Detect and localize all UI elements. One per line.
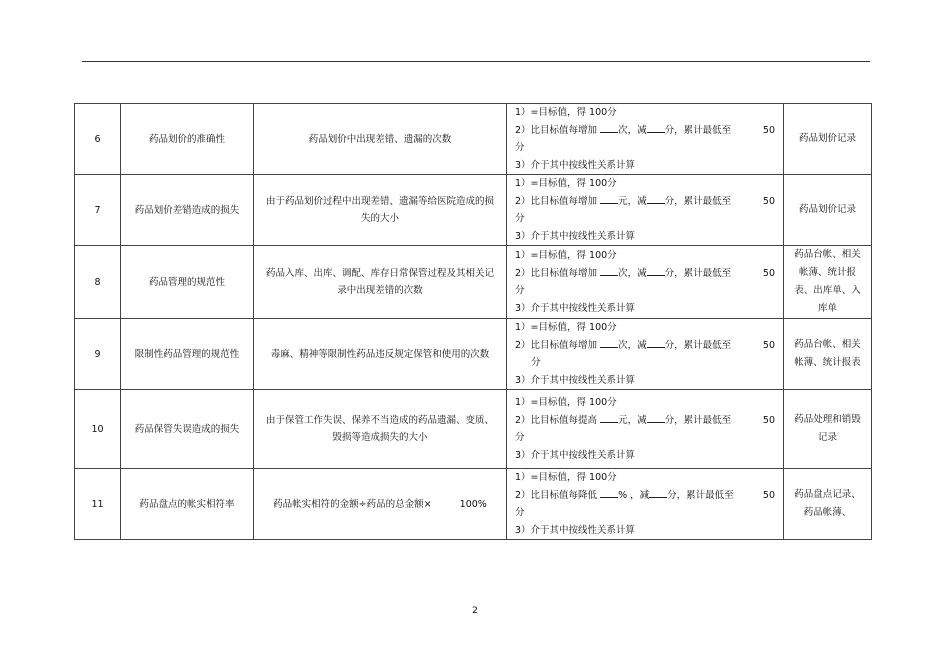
table-row: [75, 390, 872, 469]
scoring-rule: [507, 175, 784, 246]
rule-line-1: 1）=目标值，得 100分: [515, 322, 617, 333]
table-row: [75, 104, 872, 175]
data-source: 药品处理和销毁记录: [784, 390, 872, 469]
rule-line-3: 3）介于其中按线性关系计算: [515, 449, 636, 461]
row-number: 7: [75, 175, 121, 246]
fill-blank: [647, 193, 665, 204]
table-row: [75, 175, 872, 246]
rule-line-1: 1）=目标值，得 100分: [515, 250, 617, 261]
fill-blank: [600, 337, 618, 348]
fill-blank: [647, 265, 665, 276]
scoring-rule: [507, 246, 784, 319]
kpi-table: [74, 103, 872, 540]
row-number: 6: [75, 104, 121, 175]
row-number: 11: [75, 469, 121, 540]
scoring-rule: [507, 390, 784, 469]
fill-blank: [600, 265, 618, 276]
fill-blank: [649, 487, 667, 498]
rule-line-3: 3）介于其中按线性关系计算: [515, 302, 636, 314]
percent-factor: 100%: [459, 498, 487, 510]
rule-line-2: 2）比目标值每增加 次，减 分，累计最低至 50: [515, 265, 775, 283]
rule-line-1: 1）=目标值，得 100分: [515, 397, 617, 408]
fill-blank: [600, 193, 618, 204]
table-row: [75, 246, 872, 319]
rule-line-2-unit: 分: [515, 213, 525, 224]
rule-line-1: 1）=目标值，得 100分: [515, 472, 617, 483]
row-number: 10: [75, 390, 121, 469]
scoring-rule: [507, 469, 784, 540]
scoring-rule: [507, 104, 784, 175]
indicator-name: 药品盘点的帐实相符率: [121, 469, 254, 540]
data-source: 药品盘点记录、药品帐薄、: [784, 469, 872, 540]
rule-line-1: 1）=目标值，得 100分: [515, 107, 617, 118]
rule-line-2-unit: 分: [531, 357, 541, 368]
indicator-definition: 药品划价中出现差错、遗漏的次数: [254, 104, 507, 175]
rule-line-3: 3）介于其中按线性关系计算: [515, 230, 636, 242]
indicator-name: 药品划价差错造成的损失: [121, 175, 254, 246]
rule-line-3: 3）介于其中按线性关系计算: [515, 524, 636, 536]
rule-line-2-unit: 分: [515, 142, 525, 153]
indicator-name: 药品保管失误造成的损失: [121, 390, 254, 469]
data-source: 药品划价记录: [784, 104, 872, 175]
rule-line-2: 2）比目标值每增加 次，减 分，累计最低至 50: [515, 122, 775, 140]
rule-line-3: 3）介于其中按线性关系计算: [515, 374, 636, 386]
scoring-rule: [507, 319, 784, 390]
rule-line-2: 2）比目标值每提高 元，减 分，累计最低至 50: [515, 412, 775, 430]
rule-line-2: 2）比目标值每增加 元，减 分，累计最低至 50: [515, 193, 775, 211]
data-source: 药品划价记录: [784, 175, 872, 246]
rule-line-2-unit: 分: [515, 285, 525, 296]
rule-line-2-unit: 分: [515, 507, 525, 518]
table-row: [75, 469, 872, 540]
table-row: [75, 319, 872, 390]
indicator-name: 药品划价的准确性: [121, 104, 254, 175]
fill-blank: [647, 337, 665, 348]
indicator-definition: 药品入库、出库、调配、库存日常保管过程及其相关记录中出现差错的次数: [254, 246, 507, 319]
row-number: 8: [75, 246, 121, 319]
indicator-definition: 由于保管工作失误、保养不当造成的药品遗漏、变质、毁损等造成损失的大小: [254, 390, 507, 469]
data-source: 药品台帐、相关帐薄、统计报表、出库单、入库单: [784, 246, 872, 319]
fill-blank: [600, 412, 618, 423]
rule-line-3: 3）介于其中按线性关系计算: [515, 159, 636, 171]
indicator-definition: 毒麻、精神等限制性药品违反规定保管和使用的次数: [254, 319, 507, 390]
row-number: 9: [75, 319, 121, 390]
fill-blank: [600, 487, 618, 498]
indicator-definition: 由于药品划价过程中出现差错、遗漏等给医院造成的损失的大小: [254, 175, 507, 246]
rule-line-2-unit: 分: [515, 432, 525, 443]
header-rule: [82, 61, 870, 62]
indicator-name: 限制性药品管理的规范性: [121, 319, 254, 390]
page-number: 2: [472, 606, 478, 616]
indicator-definition: 药品帐实相符的金额÷药品的总金额× 100%: [254, 469, 507, 540]
fill-blank: [647, 122, 665, 133]
fill-blank: [600, 122, 618, 133]
indicator-name: 药品管理的规范性: [121, 246, 254, 319]
data-source: 药品台帐、相关帐薄、统计报表: [784, 319, 872, 390]
rule-line-1: 1）=目标值，得 100分: [515, 178, 617, 189]
rule-line-2: 2）比目标值每降低 % ，减 分，累计最低至 50: [515, 487, 775, 505]
fill-blank: [647, 412, 665, 423]
rule-line-2: 2）比目标值每增加 次，减 分，累计最低至 50: [515, 337, 775, 355]
